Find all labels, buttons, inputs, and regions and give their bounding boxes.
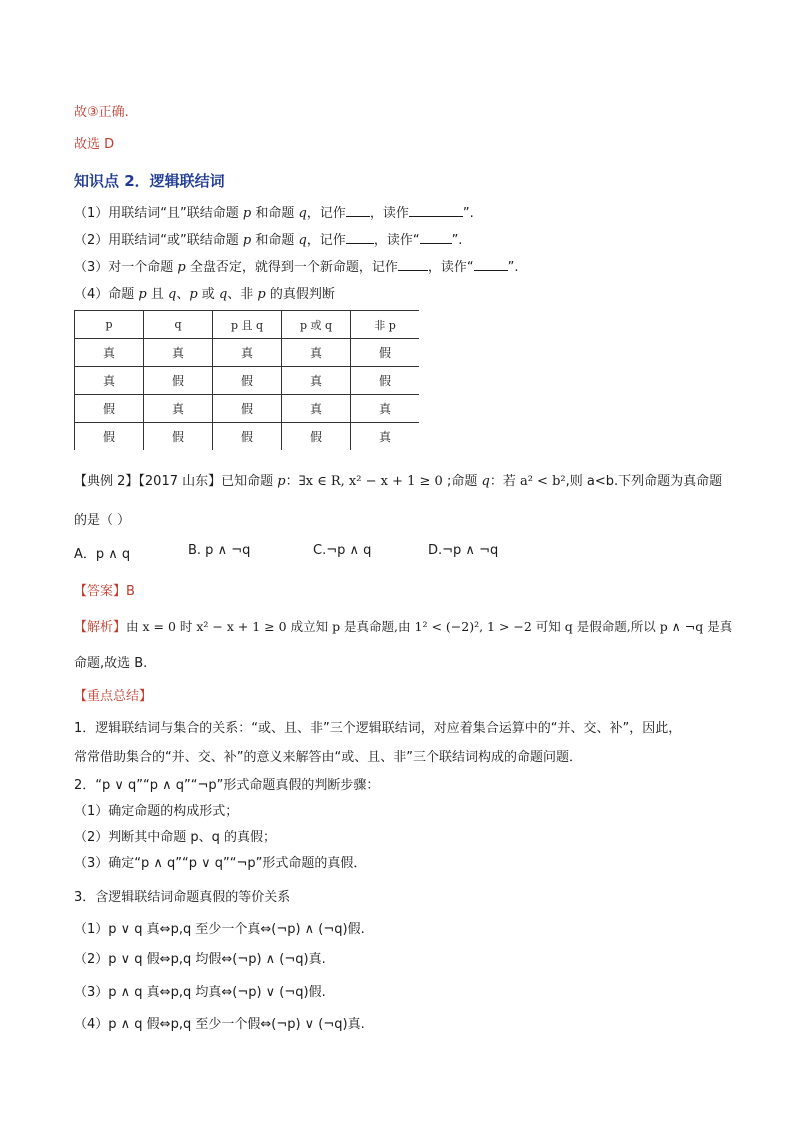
example-question: 【典例 2】【2017 山东】已知命题 p：∃x ∈ R, x² − x + 1 ≥ 0 ;命题 q：若 a² < b²,则 a<b.下列命题为真命题 xyxy=(74,474,723,489)
equivalence-4: （4）p ∧ q 假⇔p,q 至少一个假⇔(¬p) ∨ (¬q)真. xyxy=(74,1017,365,1032)
table-cell: 假 xyxy=(144,423,213,451)
item-1: （1）用联结词“且”联结命题 p 和命题 q，记作 ，读作 ”. xyxy=(74,206,474,221)
table-cell: 假 xyxy=(351,339,420,367)
item-2: （2）用联结词“或”联结命题 p 和命题 q，记作 ，读作“ ”. xyxy=(74,233,463,248)
truth-table xyxy=(74,310,419,450)
table-header: p 且 q xyxy=(213,311,282,339)
item-3: （3）对一个命题 p 全盘否定，就得到一个新命题，记作 ，读作“ ”. xyxy=(74,260,519,275)
table-cell: 假 xyxy=(75,423,144,451)
answer-line: 【答案】B xyxy=(74,584,135,599)
summary-label: 【重点总结】 xyxy=(74,689,153,704)
summary-step-2: （2）判断其中命题 p、q 的真假； xyxy=(74,830,277,845)
table-cell: 真 xyxy=(282,367,351,395)
answer-blank[interactable] xyxy=(398,258,428,271)
table-header: q xyxy=(144,311,213,339)
equivalence-3: （3）p ∧ q 真⇔p,q 均真⇔(¬p) ∨ (¬q)假. xyxy=(74,985,326,1000)
example-question-end: 的是（ ） xyxy=(74,513,131,528)
summary-p1b: 常常借助集合的“并、交、补”的意义来解答由“或、且、非”三个联结词构成的命题问题． xyxy=(74,750,582,765)
choice-line: 故选 D xyxy=(74,137,115,152)
summary-step-3: （3）确定“p ∧ q”“p ∨ q”“¬p”形式命题的真假． xyxy=(74,856,367,871)
option-b[interactable]: B. p ∧ ¬q xyxy=(188,543,251,558)
table-row xyxy=(75,367,420,395)
table-cell: 真 xyxy=(75,367,144,395)
table-cell: 假 xyxy=(213,367,282,395)
option-c[interactable]: C.¬p ∧ q xyxy=(313,543,372,558)
table-cell: 真 xyxy=(213,339,282,367)
equivalence-2: （2）p ∨ q 假⇔p,q 均假⇔(¬p) ∧ (¬q)真. xyxy=(74,952,326,967)
section-heading: 知识点 2．逻辑联结词 xyxy=(74,172,225,190)
table-cell: 真 xyxy=(282,339,351,367)
equivalence-1: （1）p ∨ q 真⇔p,q 至少一个真⇔(¬p) ∧ (¬q)假. xyxy=(74,922,365,937)
table-cell: 假 xyxy=(351,367,420,395)
table-cell: 真 xyxy=(351,395,420,423)
table-cell: 真 xyxy=(144,395,213,423)
answer-blank[interactable] xyxy=(474,258,508,271)
analysis-line-2: 命题,故选 B. xyxy=(74,656,148,671)
table-cell: 假 xyxy=(144,367,213,395)
answer-blank[interactable] xyxy=(409,204,463,217)
table-cell: 真 xyxy=(75,339,144,367)
table-cell: 真 xyxy=(282,395,351,423)
option-a[interactable]: A．p ∧ q xyxy=(74,547,131,562)
table-cell: 真 xyxy=(144,339,213,367)
answer-blank[interactable] xyxy=(420,231,452,244)
table-header: p 或 q xyxy=(282,311,351,339)
table-cell: 假 xyxy=(213,395,282,423)
table-row xyxy=(75,423,420,451)
summary-p2: 2．“p ∨ q”“p ∧ q”“¬p”形式命题真假的判断步骤： xyxy=(74,778,380,793)
table-cell: 假 xyxy=(75,395,144,423)
conclusion-line: 故③正确. xyxy=(74,105,129,120)
summary-p3: 3．含逻辑联结词命题真假的等价关系 xyxy=(74,890,291,905)
table-header-row xyxy=(75,311,420,339)
table-cell: 假 xyxy=(213,423,282,451)
summary-step-1: （1）确定命题的构成形式； xyxy=(74,804,239,819)
analysis-line-1: 【解析】由 x = 0 时 x² − x + 1 ≥ 0 成立知 p 是真命题,由 1² < (−2)², 1 > −2 可知 q 是假命题,所以 p ∧ ¬q 是真 xyxy=(74,619,733,635)
item-4: （4）命题 p 且 q、p 或 q、非 p 的真假判断 xyxy=(74,287,335,302)
table-cell: 真 xyxy=(378,430,391,444)
table-cell: 假 xyxy=(282,423,351,451)
table-row xyxy=(75,339,420,367)
answer-blank[interactable] xyxy=(346,204,370,217)
table-header: 非 p xyxy=(351,311,420,339)
option-d[interactable]: D.¬p ∧ ¬q xyxy=(428,543,499,558)
summary-p1a: 1．逻辑联结词与集合的关系：“或、且、非”三个逻辑联结词，对应着集合运算中的“并、交、补”，因此， xyxy=(74,721,682,736)
answer-blank[interactable] xyxy=(346,231,374,244)
table-row xyxy=(75,395,420,423)
table-header: p xyxy=(75,311,144,339)
